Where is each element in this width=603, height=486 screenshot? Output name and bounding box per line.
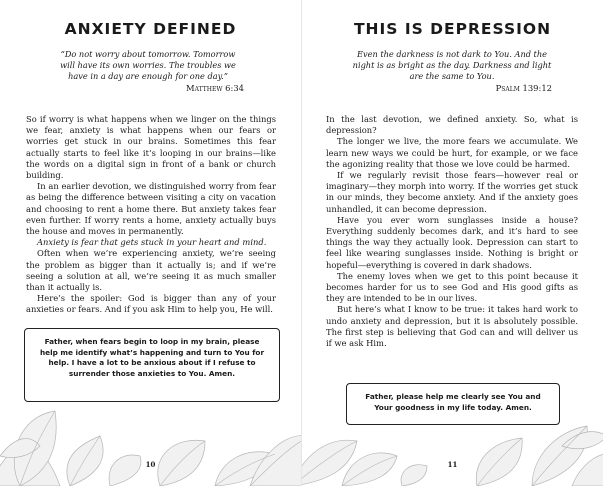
page-title: THIS IS DEPRESSION xyxy=(353,20,552,38)
paragraph: But here’s what I know to be true: it takes hard work to undo anxiety and depression, but it is absolutely possible. The first step is believing that God can and will deliver us if we ask Him. xyxy=(326,304,578,349)
scripture-quote xyxy=(52,49,244,94)
paragraph-emphasis: Anxiety is fear that gets stuck in your heart and mind. xyxy=(37,237,267,248)
quote-text: Even the darkness is not dark to You. And the night is as bright as the day. Darkness and light are the same to You. xyxy=(352,49,552,82)
scripture-quote xyxy=(352,49,552,94)
prayer-box xyxy=(24,328,280,402)
paragraph: Here’s the spoiler: God is bigger than any of your anxieties or fears. And if you ask Him to help you, He will. xyxy=(26,293,276,315)
quote-reference: Psalm 139:12 xyxy=(495,82,552,93)
right-page xyxy=(302,0,603,486)
paragraph: So if worry is what happens when we linger on the things we fear, anxiety is what happens when our fears or worries get stuck in our brains. Sometimes this fear actually starts to feel like it’s looping in our brains—like the words on a digital sign in front of a bank or church building. xyxy=(26,114,276,181)
page-number: 10 xyxy=(145,460,156,469)
prayer-text: Father, please help me clearly see You and Your goodness in my life today. Amen. xyxy=(365,392,541,412)
paragraph: In an earlier devotion, we distinguished worry from fear as being the difference between visiting a city on vacation and choosing to rent a home there. But anxiety takes fear even further. If worry rents a home, anxiety actually buys the house and moves in permanently. xyxy=(26,181,276,237)
quote-text: “Do not worry about tomorrow. Tomorrow will have its own worries. The troubles we have in a day are enough for one day.” xyxy=(60,49,236,82)
page-title: ANXIETY DEFINED xyxy=(64,20,237,38)
paragraph: In the last devotion, we defined anxiety. So, what is depression? xyxy=(326,114,578,136)
paragraph: The enemy loves when we get to this point because it becomes harder for us to see God and His good gifts as they are intended to be in our lives. xyxy=(326,270,578,304)
prayer-box xyxy=(346,383,560,425)
devotion-body xyxy=(26,114,276,316)
prayer-text: Father, when fears begin to loop in my brain, please help me identify what’s happening and turn to You for help. I have a lot to be anxious about if I refuse to surrender those anxieties to You. Amen. xyxy=(39,337,265,378)
page-number: 11 xyxy=(447,460,458,469)
quote-reference: Matthew 6:34 xyxy=(186,82,244,93)
paragraph: Often when we’re experiencing anxiety, we’re seeing the problem as bigger than it actually is; and if we’re seeing a solution at all, we’re seeing it as much smaller than it actually is. xyxy=(26,248,276,293)
paragraph: Have you ever worn sunglasses inside a house? Everything suddenly becomes dark, and it’s hard to see things the way they actually look. Depression can start to feel like wearing sunglasses inside. Nothing is bright or hopeful—everything is covered in dark shadows. xyxy=(326,214,578,270)
paragraph: If we regularly revisit those fears—however real or imaginary—they morph into worry. If the worries get stuck in our minds, they become anxiety. And if the anxiety goes unhandled, it can become depression. xyxy=(326,170,578,214)
paragraph: The longer we live, the more fears we accumulate. We learn new ways we could be hurt, for example, or we face the agonizing reality that those we love could be harmed. xyxy=(326,136,578,169)
devotion-body xyxy=(326,114,578,349)
